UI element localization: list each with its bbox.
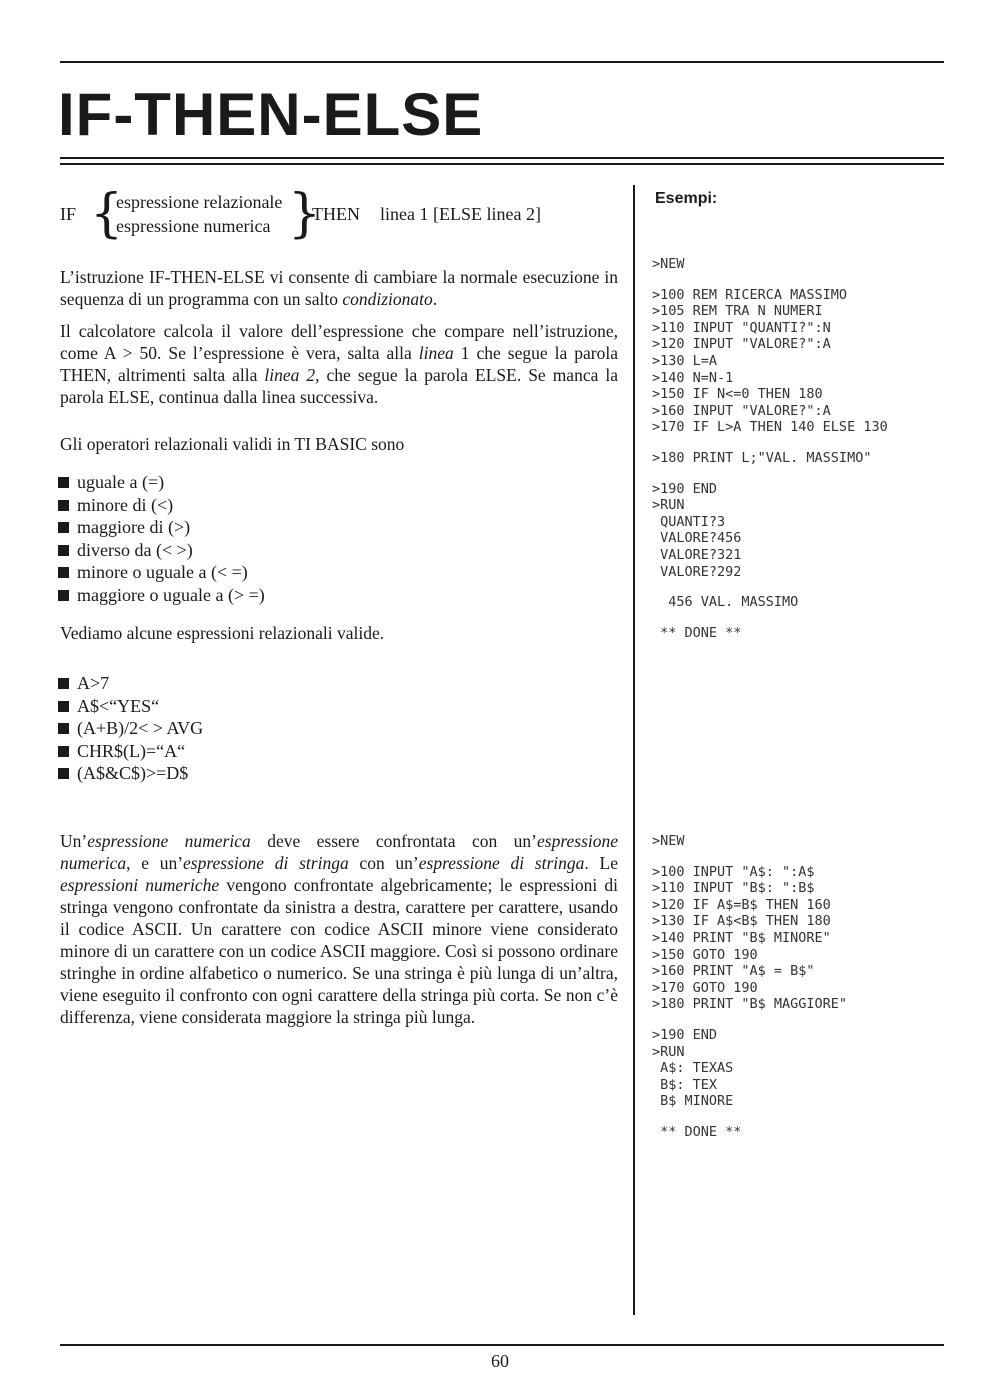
list-item: minore o uguale a (< =): [58, 561, 265, 584]
code-line: >190 END: [652, 480, 718, 497]
code-line: >160 PRINT "A$ = B$": [652, 963, 815, 980]
para2-em1: linea: [418, 343, 454, 363]
code-line: >170 GOTO 190: [652, 979, 758, 996]
para2-em2: linea 2: [264, 365, 316, 385]
code-line: B$: TEX: [652, 1076, 718, 1093]
code-line: VALORE?292: [652, 563, 742, 580]
code-line: >NEW: [652, 256, 685, 272]
code-line: ** DONE **: [652, 624, 742, 641]
syntax-then: THEN: [312, 204, 360, 224]
code-line: >NEW: [652, 833, 685, 849]
para3-text: deve essere confrontata con un’: [250, 831, 537, 851]
code-line: >105 REM TRA N NUMERI: [652, 303, 823, 320]
examples-intro: Vediamo alcune espressioni relazionali valide.: [60, 623, 385, 643]
para2-part2: 1 che segue la parola THEN, altrimenti salta alla: [60, 343, 619, 385]
para3-text: . Le: [584, 853, 618, 873]
program-listing-1: [652, 256, 888, 641]
bullet-square-icon: [58, 678, 69, 689]
bullet-square-icon: [58, 701, 69, 712]
code-line: >160 INPUT "VALORE?":A: [652, 402, 831, 419]
expressions-list: [58, 672, 203, 785]
list-item: uguale a (=): [58, 471, 265, 494]
code-line: >150 GOTO 190: [652, 946, 758, 963]
list-item: maggiore o uguale a (> =): [58, 584, 265, 607]
list-item: (A+B)/2< > AVG: [58, 717, 203, 740]
code-line: VALORE?321: [652, 546, 742, 563]
para2-part1: Il calcolatore calcola il valore dell’espressione che compare nell’istruzione, come A > 50. Se l’espressione è vera, salta alla: [60, 321, 618, 363]
bullet-square-icon: [58, 545, 69, 556]
para3-emphasis: espressione numerica: [60, 831, 619, 873]
code-line: B$ MINORE: [652, 1093, 734, 1110]
code-line: >100 REM RICERCA MASSIMO: [652, 286, 848, 303]
code-line: >140 N=N-1: [652, 369, 734, 386]
para3-text: , e un’: [126, 853, 184, 873]
code-line: >120 INPUT "VALORE?":A: [652, 336, 831, 353]
bullet-square-icon: [58, 590, 69, 601]
para3-emphasis: espressioni numeriche: [60, 875, 220, 895]
bullet-square-icon: [58, 746, 69, 757]
code-line: >110 INPUT "QUANTI?":N: [652, 319, 831, 336]
code-line: >RUN: [652, 497, 685, 514]
comparison-paragraph: [60, 830, 618, 1040]
code-line: >140 PRINT "B$ MINORE": [652, 929, 831, 946]
para3-emphasis: espressione di stringa: [183, 853, 349, 873]
list-item: A$<“YES“: [58, 695, 203, 718]
operators-intro: Gli operatori relazionali validi in TI BASIC sono: [60, 434, 405, 454]
list-item: A>7: [58, 672, 203, 695]
para3-text: con un’: [348, 853, 419, 873]
code-line: >120 IF A$=B$ THEN 160: [652, 896, 831, 913]
program-listing-2: [652, 833, 847, 1141]
para3-text: vengono confrontate algebricamente; le espressioni di stringa vengono confrontate da sinistra a destra, carattere per carattere, usando il codice ASCII. Un carattere con codice ASCII minore viene considerato minore di un carattere con un codice ASCII maggiore. Così si possono ordinare stringhe in ordine alfabetico o numerico. Se una stringa è più lunga di un’altra, viene eseguito il confronto con ogni carattere della stringa più corta. Se non c’è differenza, viene considerata maggiore la stringa più lunga.: [60, 875, 618, 1027]
syntax-if: IF: [60, 204, 77, 224]
column-divider: [633, 185, 635, 1315]
code-line: >180 PRINT L;"VAL. MASSIMO": [652, 449, 872, 466]
title-rule-lower: [60, 163, 944, 165]
top-rule: [60, 61, 944, 63]
close-brace-icon: }: [288, 184, 322, 244]
code-line: >RUN: [652, 1043, 685, 1060]
code-line: >150 IF N<=0 THEN 180: [652, 386, 823, 403]
syntax-option-numeric: espressione numerica: [116, 216, 271, 236]
operators-list: [58, 471, 265, 607]
code-line: >180 PRINT "B$ MAGGIORE": [652, 996, 848, 1013]
para3-emphasis: espressione numerica: [87, 831, 251, 851]
para3-emphasis: espressione di stringa: [418, 853, 585, 873]
code-line: VALORE?456: [652, 530, 742, 547]
para2-part3: , che segue la parola ELSE. Se manca la parola ELSE, continua dalla linea successiva.: [60, 365, 618, 407]
title-rule-upper: [60, 157, 944, 159]
para3-text: Un’: [60, 831, 88, 851]
list-item: minore di (<): [58, 494, 265, 517]
code-line: 456 VAL. MASSIMO: [652, 594, 799, 611]
bullet-square-icon: [58, 768, 69, 779]
code-line: >190 END: [652, 1026, 718, 1043]
code-line: >170 IF L>A THEN 140 ELSE 130: [652, 419, 888, 436]
list-item: (A$&C$)>=D$: [58, 762, 203, 785]
code-line: >130 L=A: [652, 352, 718, 369]
syntax-lines: linea 1 [ELSE linea 2]: [380, 204, 541, 224]
intro-emphasis: condizionato: [342, 289, 433, 309]
code-line: QUANTI?3: [652, 513, 726, 530]
list-item: diverso da (< >): [58, 539, 265, 562]
code-line: >100 INPUT "A$: ":A$: [652, 863, 815, 880]
bullet-square-icon: [58, 567, 69, 578]
intro-paragraph: [60, 266, 618, 322]
code-line: A$: TEXAS: [652, 1060, 734, 1077]
code-line: >130 IF A$<B$ THEN 180: [652, 913, 831, 930]
bottom-rule: [60, 1344, 944, 1346]
examples-heading: Esempi:: [655, 190, 718, 207]
code-line: >110 INPUT "B$: ":B$: [652, 880, 815, 897]
page-number: 60: [491, 1351, 509, 1371]
list-item: maggiore di (>): [58, 516, 265, 539]
page-title: IF-THEN-ELSE: [58, 81, 484, 148]
code-line: ** DONE **: [652, 1123, 742, 1140]
bullet-square-icon: [58, 522, 69, 533]
syntax-option-relational: espressione relazionale: [116, 192, 283, 212]
bullet-square-icon: [58, 723, 69, 734]
intro-text: L’istruzione IF-THEN-ELSE vi consente di cambiare la normale esecuzione in sequenza di un programma con un salto: [60, 267, 618, 309]
bullet-square-icon: [58, 477, 69, 488]
open-brace-icon: {: [90, 184, 124, 244]
intro-end: .: [432, 289, 438, 309]
evaluation-paragraph: [60, 320, 618, 420]
list-item: CHR$(L)=“A“: [58, 740, 203, 763]
bullet-square-icon: [58, 500, 69, 511]
